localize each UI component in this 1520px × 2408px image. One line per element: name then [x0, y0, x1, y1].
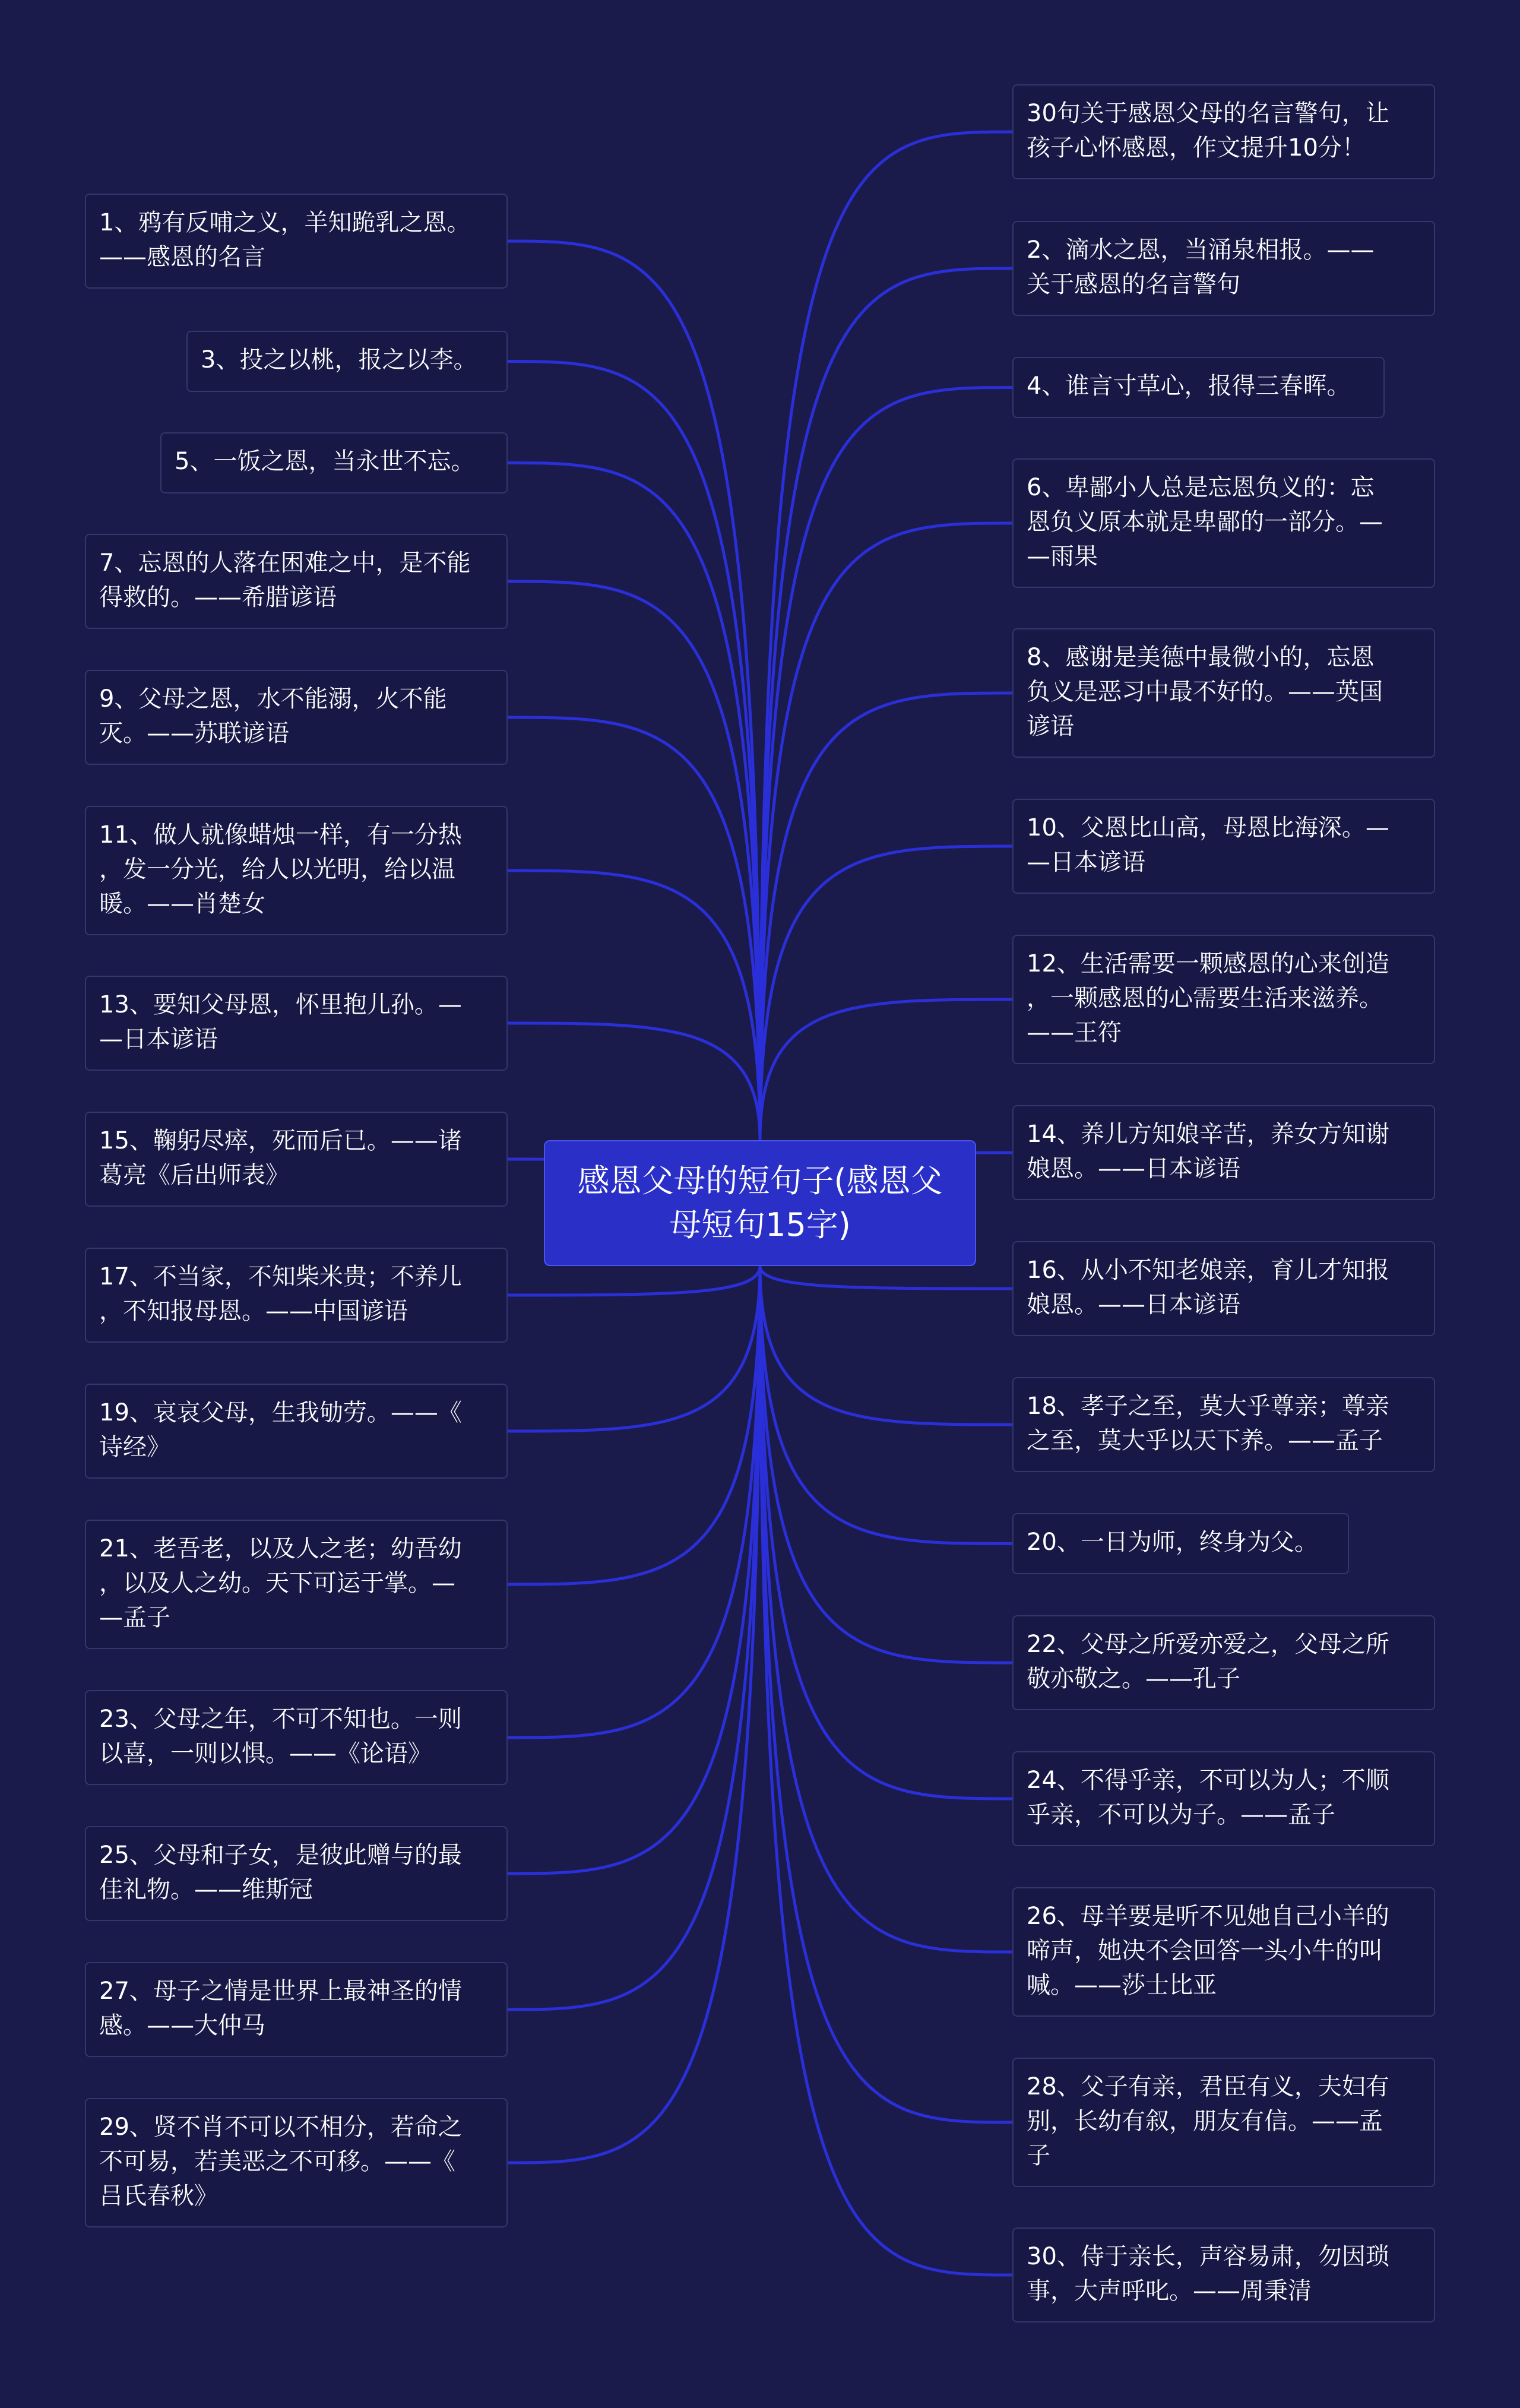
link-left	[508, 463, 760, 1141]
right-node[interactable]: 26、母羊要是听不见她自己小羊的 啼声，她决不会回答一头小牛的叫 喊。——莎士比亚	[1012, 1887, 1435, 2017]
left-node[interactable]: 23、父母之年，不可不知也。一则 以喜，一则以惧。——《论语》	[85, 1690, 508, 1785]
link-left	[508, 717, 760, 1140]
left-node[interactable]: 3、投之以桃，报之以李。	[186, 331, 508, 392]
link-right	[760, 1266, 1012, 2275]
right-node[interactable]: 14、养儿方知娘辛苦，养女方知谢 娘恩。——日本谚语	[1012, 1105, 1435, 1200]
right-node[interactable]: 22、父母之所爱亦爱之，父母之所 敬亦敬之。——孔子	[1012, 1615, 1435, 1710]
link-right	[760, 846, 1012, 1140]
link-right	[760, 1266, 1012, 1544]
right-node[interactable]: 4、谁言寸草心，报得三春晖。	[1012, 357, 1385, 418]
link-right	[760, 999, 1012, 1140]
left-node[interactable]: 25、父母和子女，是彼此赠与的最 佳礼物。——维斯冠	[85, 1826, 508, 1921]
right-node[interactable]: 20、一日为师，终身为父。	[1012, 1513, 1349, 1574]
left-node[interactable]: 15、鞠躬尽瘁，死而后已。——诸 葛亮《后出师表》	[85, 1112, 508, 1207]
left-node[interactable]: 13、要知父母恩，怀里抱儿孙。— —日本谚语	[85, 976, 508, 1071]
right-node[interactable]: 2、滴水之恩，当涌泉相报。—— 关于感恩的名言警句	[1012, 221, 1435, 316]
right-node[interactable]: 28、父子有亲，君臣有义，夫妇有 别，长幼有叙，朋友有信。——孟 子	[1012, 2058, 1435, 2187]
left-node[interactable]: 19、哀哀父母，生我劬劳。——《 诗经》	[85, 1384, 508, 1479]
left-node[interactable]: 21、老吾老，以及人之老；幼吾幼 ，以及人之幼。天下可运于掌。— —孟子	[85, 1520, 508, 1649]
central-topic[interactable]: 感恩父母的短句子(感恩父 母短句15字)	[544, 1140, 976, 1266]
link-right	[760, 1266, 1012, 1289]
left-node[interactable]: 5、一饭之恩，当永世不忘。	[160, 432, 508, 493]
link-left	[508, 241, 760, 1140]
right-node[interactable]: 24、不得乎亲，不可以为人；不顺 乎亲，不可以为子。——孟子	[1012, 1751, 1435, 1846]
left-node[interactable]: 1、鸦有反哺之义，羊知跪乳之恩。 ——感恩的名言	[85, 194, 508, 289]
right-node[interactable]: 10、父恩比山高，母恩比海深。— —日本谚语	[1012, 799, 1435, 894]
link-left	[508, 581, 760, 1140]
link-right	[760, 523, 1012, 1140]
link-right	[760, 1266, 1012, 1663]
left-node[interactable]: 7、忘恩的人落在困难之中，是不能 得救的。——希腊谚语	[85, 534, 508, 629]
link-left	[508, 871, 760, 1140]
left-node[interactable]: 27、母子之情是世界上最神圣的情 感。——大仲马	[85, 1962, 508, 2057]
left-node[interactable]: 17、不当家，不知柴米贵；不养儿 ，不知报母恩。——中国谚语	[85, 1248, 508, 1343]
right-node[interactable]: 16、从小不知老娘亲，育儿才知报 娘恩。——日本谚语	[1012, 1241, 1435, 1336]
right-node[interactable]: 6、卑鄙小人总是忘恩负义的：忘 恩负义原本就是卑鄙的一部分。— —雨果	[1012, 458, 1435, 588]
link-left	[508, 1023, 760, 1140]
link-right	[760, 1266, 1012, 1799]
left-node[interactable]: 29、贤不肖不可以不相分，若命之 不可易，若美恶之不可移。——《 吕氏春秋》	[85, 2098, 508, 2227]
link-left	[508, 1266, 760, 1874]
link-right	[760, 388, 1012, 1141]
right-node[interactable]: 12、生活需要一颗感恩的心来创造 ，一颗感恩的心需要生活来滋养。 ——王符	[1012, 935, 1435, 1064]
right-node[interactable]: 8、感谢是美德中最微小的，忘恩 负义是恶习中最不好的。——英国 谚语	[1012, 628, 1435, 758]
right-node[interactable]: 30句关于感恩父母的名言警句，让 孩子心怀感恩，作文提升10分！	[1012, 84, 1435, 179]
right-node[interactable]: 30、侍于亲长，声容易肃，勿因琐 事，大声呼叱。——周秉清	[1012, 2227, 1435, 2322]
link-left	[508, 1266, 760, 2163]
link-right	[760, 132, 1012, 1140]
link-right	[760, 1266, 1012, 1952]
left-node[interactable]: 11、做人就像蜡烛一样，有一分热 ，发一分光，给人以光明，给以温 暖。——肖楚女	[85, 806, 508, 935]
link-left	[508, 1266, 760, 1584]
link-left	[508, 1266, 760, 1295]
right-node[interactable]: 18、孝子之至，莫大乎尊亲；尊亲 之至，莫大乎以天下养。——孟子	[1012, 1377, 1435, 1472]
left-node[interactable]: 9、父母之恩，水不能溺，火不能 灭。——苏联谚语	[85, 670, 508, 765]
link-left	[508, 1266, 760, 1431]
link-left	[508, 1266, 760, 1738]
link-right	[760, 1266, 1012, 2122]
link-left	[508, 1266, 760, 2010]
